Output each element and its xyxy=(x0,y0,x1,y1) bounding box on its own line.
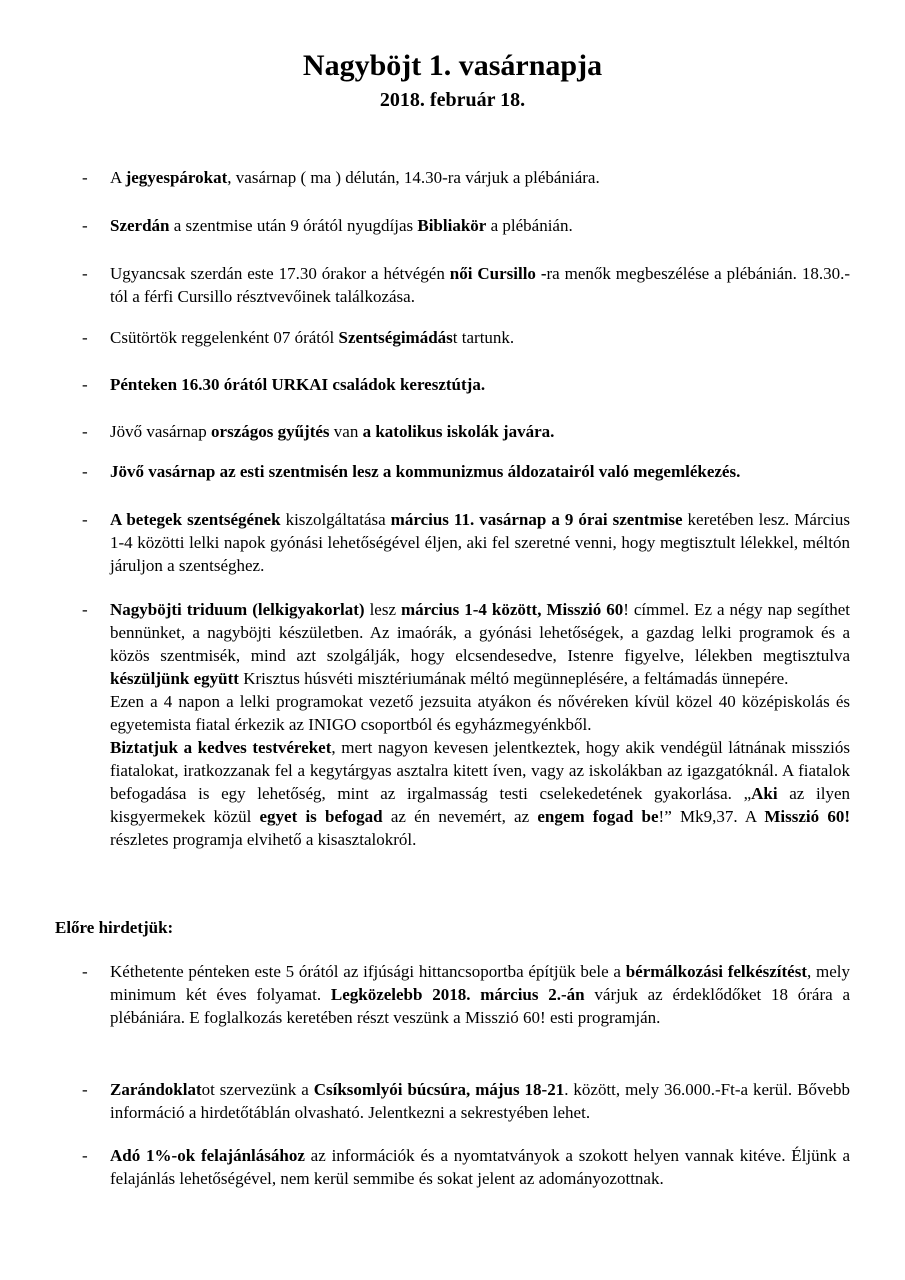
bold-text: Bibliakör xyxy=(417,216,487,235)
text-run: . között, mely 36.000.-Ft-a kerül. Bővebb információ a hirdetőtáblán olvasható. Jelentkezni a sekrestyében lehet. xyxy=(110,1080,851,1122)
text-run: ra menők megbeszélése a plébánián. 18.30.-tól a férfi Cursillo résztvevőinek találkozása. xyxy=(110,264,850,306)
text-run: , mert nagyon kevesen jelentkeztek, hogy akik vendégül látnának missziós fiatalokat, iratkozzanak fel a kegytárgyas asztalra kitett íven, vagy az iskolákban az igazgatóknál. A fiatalok befogadása is egy lehetőség, mint az irgalmasság testi cselekedetének gyakorlása. „ xyxy=(110,738,851,803)
bold-text: Szerdán xyxy=(110,216,170,235)
page-title: Nagyböjt 1. vasárnapja xyxy=(302,49,603,82)
text-run: ot szervezünk a xyxy=(201,1080,314,1099)
announcement-text xyxy=(110,214,850,237)
bullet-dash: - xyxy=(82,1146,88,1165)
announcement-text xyxy=(110,262,850,308)
text-run: Krisztus húsvéti misztériumának méltó megünneplésére, a feltámadás ünnepére. xyxy=(238,669,789,688)
page-date: 2018. február 18. xyxy=(379,89,526,111)
text-run: a plébánián. xyxy=(486,216,573,235)
text-run: !” Mk9,37. A xyxy=(658,807,765,826)
bullet-dash: - xyxy=(82,1080,88,1099)
bold-text: Misszió 60! xyxy=(764,807,850,826)
text-run: keretében lesz. Március 1-4 közötti lelki napok gyónási lehetőségével éljen, aki fel szeretné venni, hogy megtisztult lélekkel, méltón járuljon a szentséghez. xyxy=(110,510,851,575)
bold-text: a katolikus iskolák javára. xyxy=(362,422,555,441)
bold-text: készüljünk együtt xyxy=(110,669,239,688)
bold-text: engem fogad be xyxy=(537,807,659,826)
bold-text: Szentségimádás xyxy=(338,328,453,347)
announcement-text xyxy=(110,420,850,443)
bold-text: Pénteken 16.30 órától URKAI családok keresztútja. xyxy=(110,375,486,394)
text-run: részletes programja elvihető a kisasztalokról. xyxy=(110,830,417,849)
bold-text: Aki xyxy=(751,784,778,803)
bold-text: Adó 1%-ok felajánlásához xyxy=(110,1146,305,1165)
bold-text: Biztatjuk a kedves testvéreket xyxy=(110,738,332,757)
text-run: az én nevemért, az xyxy=(382,807,538,826)
text-run: a szentmise után 9 órától nyugdíjas xyxy=(169,216,418,235)
bold-text: bérmálkozási felkészítést xyxy=(625,962,807,981)
bold-text: Legközelebb 2018. március 2.-án xyxy=(330,985,585,1004)
announcement-text xyxy=(110,960,850,1029)
bold-text: március 1-4 között, Misszió 60 xyxy=(401,600,624,619)
bold-text: március 11. vasárnap a 9 órai szentmise xyxy=(390,510,683,529)
bullet-dash: - xyxy=(82,462,88,481)
bold-text: Zarándoklat xyxy=(110,1080,202,1099)
bold-text: jegyespárokat xyxy=(125,168,228,187)
text-run: t tartunk. xyxy=(452,328,515,347)
section-heading: Előre hirdetjük: xyxy=(55,918,174,937)
text-run: Ugyancsak szerdán este 17.30 órakor a hétvégén xyxy=(110,264,450,283)
bullet-dash: - xyxy=(82,422,88,441)
text-run: van xyxy=(329,422,363,441)
bold-text: Jövő vasárnap az esti szentmisén lesz a kommunizmus áldozatairól való megemlékezés. xyxy=(110,462,741,481)
announcement-text xyxy=(110,373,850,396)
text-run: várjuk az érdeklődőket 18 órára a plébániára. E foglalkozás keretében részt veszünk a Misszió 60! esti programján. xyxy=(110,985,850,1027)
bold-text: Csíksomlyói búcsúra, május 18-21 xyxy=(313,1080,565,1099)
bullet-dash: - xyxy=(82,168,88,187)
bullet-dash: - xyxy=(82,375,88,394)
bullet-dash: - xyxy=(82,962,88,981)
announcement-text xyxy=(110,508,850,577)
bullet-dash: - xyxy=(82,328,88,347)
text-run: A xyxy=(110,168,126,187)
announcement-text xyxy=(110,1078,850,1124)
bullet-dash: - xyxy=(82,216,88,235)
text-run: Jövő vasárnap xyxy=(110,422,212,441)
announcement-text xyxy=(110,1144,850,1190)
bold-text: egyet is befogad xyxy=(259,807,383,826)
text-run: kiszolgáltatása xyxy=(280,510,391,529)
text-run: lesz xyxy=(364,600,402,619)
announcement-paragraph xyxy=(110,690,850,736)
announcement-text xyxy=(110,166,850,189)
text-run: az információk és a nyomtatványok a szokott helyen vannak kitéve. Éljünk a felajánlás lehetőségével, nem kerül semmibe és sokat jelent az adományozottnak. xyxy=(110,1146,850,1188)
announcement-text xyxy=(110,326,850,349)
text-run: Csütörtök reggelenként 07 órától xyxy=(110,328,339,347)
bullet-dash: - xyxy=(82,600,88,619)
bold-text: női Cursillo - xyxy=(449,264,547,283)
announcement-paragraph xyxy=(110,736,850,851)
announcement-paragraph xyxy=(110,598,850,690)
announcement-text xyxy=(110,460,850,483)
bold-text: Nagyböjti triduum (lelkigyakorlat) xyxy=(110,600,365,619)
bold-text: A betegek szentségének xyxy=(110,510,281,529)
text-run: , mely minimum két éves folyamat. xyxy=(110,962,850,1004)
bullet-dash: - xyxy=(82,510,88,529)
bold-text: országos gyűjtés xyxy=(211,422,330,441)
announcement-text xyxy=(110,598,850,851)
text-run: ! címmel. Ez a négy nap segíthet bennünket, a nagyböjti készületben. Az imaórák, a gyónási lehetőségek, a gazdag lelki programok és a közös szentmisék, mind azt szolgálják, hogy elcsendesedve, Istenre figyelve, lélekben megtisztulva xyxy=(110,600,850,665)
text-run: Kéthetente pénteken este 5 órától az ifjúsági hittancsoportba építjük bele a xyxy=(110,962,626,981)
text-run: , vasárnap ( ma ) délután, 14.30-ra várjuk a plébániára. xyxy=(227,168,600,187)
bullet-dash: - xyxy=(82,264,88,283)
text-run: Ezen a 4 napon a lelki programokat vezető jezsuita atyákon és nővéreken kívül közel 40 középiskolás és egyetemista fiatal érkezik az INIGO csoportból és egyházmegyénkből. xyxy=(110,692,850,734)
text-run: az ilyen kisgyermekek közül xyxy=(110,784,850,826)
